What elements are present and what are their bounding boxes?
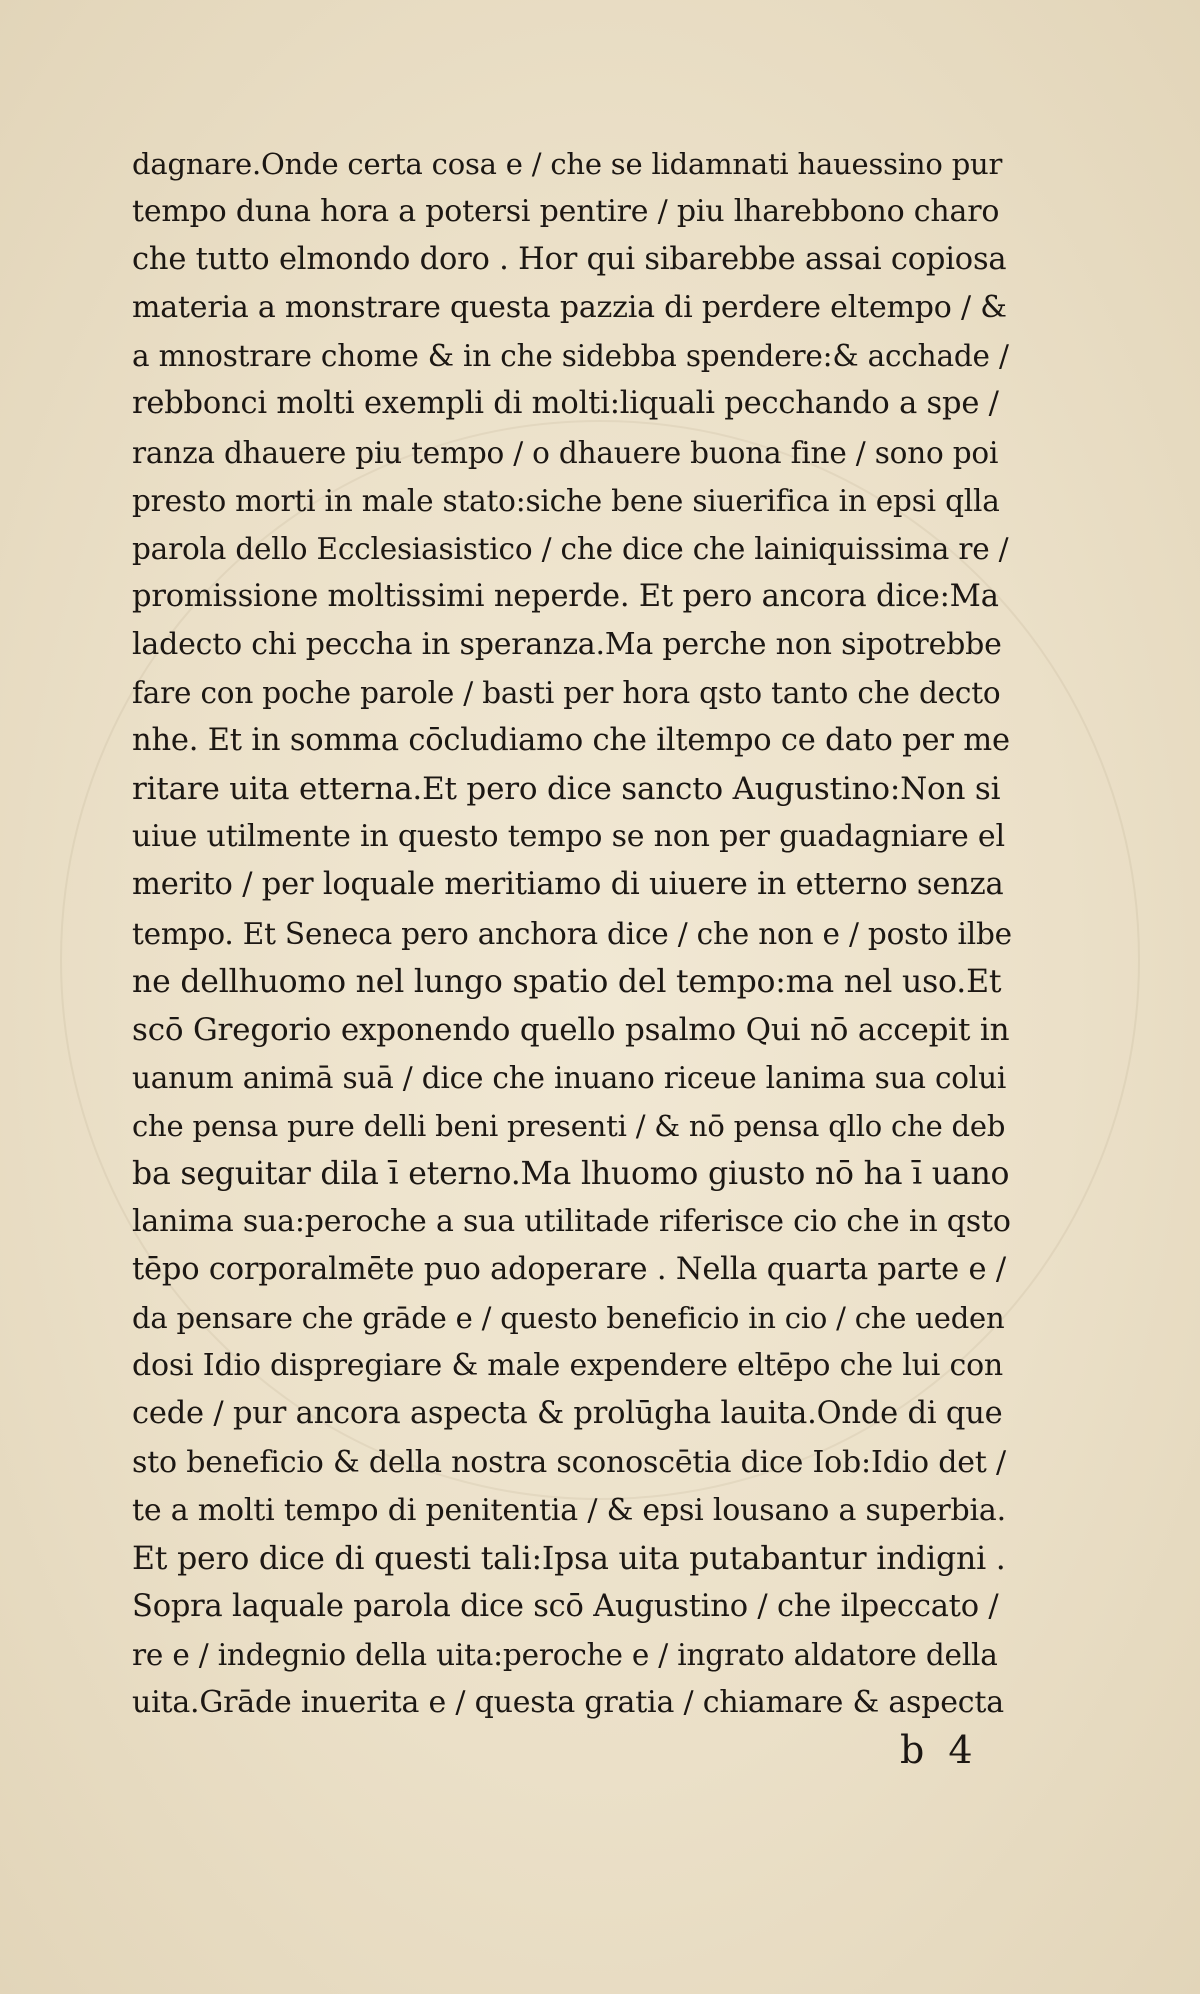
text-line: ritare uita etterna.Et pero dice sancto Augustino:Non si — [132, 771, 1001, 808]
text-line: ne dellhuomo nel lungo spatio del tempo:ma nel uso.Et — [132, 963, 1002, 1000]
text-line: nhe. Et in somma cōcludiamo che iltempo ce dato per me — [132, 723, 1010, 759]
text-line: a mnostrare chome & in che sidebba spendere:& acchade / — [132, 339, 1009, 374]
text-line: promissione moltissimi neperde. Et pero ancora dice:Ma — [132, 578, 999, 614]
signature-mark: b 4 — [900, 1728, 979, 1772]
text-line: Sopra laquale parola dice scō Augustino / che ilpeccato / — [132, 1588, 999, 1624]
text-line: dosi Idio dispregiare & male expendere eltēpo che lui con — [132, 1348, 1004, 1384]
text-line: sto beneficio & della nostra sconoscētia dice Iob:Idio det / — [132, 1444, 1006, 1480]
text-line: fare con poche parole / basti per hora qsto tanto che decto — [132, 676, 1001, 711]
text-line: scō Gregorio exponendo quello psalmo Qui nō accepit in — [132, 1011, 1010, 1048]
text-line: rebbonci molti exempli di molti:liquali pecchando a spe / — [132, 386, 999, 422]
text-line: tēpo corporalmēte puo adoperare . Nella quarta parte e / — [132, 1252, 1006, 1288]
text-line: da pensare che grāde e / questo beneficio in cio / che ueden — [132, 1301, 1005, 1336]
text-line: te a molti tempo di penitentia / & epsi lousano a superbia. — [132, 1492, 1006, 1528]
text-line: dagnare.Onde certa cosa e / che se lidamnati hauessino pur — [132, 147, 1003, 181]
text-line: Et pero dice di questi tali:Ipsa uita putabantur indigni . — [132, 1540, 1006, 1577]
text-line: che pensa pure delli beni presenti / & nō pensa qllo che deb — [132, 1108, 1006, 1143]
text-line: ladecto chi peccha in speranza.Ma perche non sipotrebbe — [132, 626, 1002, 662]
text-line: merito / per loquale meritiamo di uiuere in etterno senza — [132, 867, 1004, 903]
text-line: ba seguitar dila ī eterno.Ma lhuomo giusto nō ha ī uano — [132, 1155, 1010, 1192]
text-line: uiue utilmente in questo tempo se non per guadagniare el — [132, 819, 1005, 855]
text-line: uita.Grāde inuerita e / questa gratia / chiamare & aspecta — [132, 1685, 1004, 1720]
text-line: materia a monstrare questa pazzia di perdere eltempo / & — [132, 290, 1007, 326]
text-line: tempo duna hora a potersi pentire / piu lharebbono charo — [132, 194, 1000, 230]
text-line: che tutto elmondo doro . Hor qui sibarebbe assai copiosa — [132, 242, 1007, 278]
text-line: tempo. Et Seneca pero anchora dice / che non e / posto ilbe — [132, 916, 1012, 951]
text-line: ranza dhauere piu tempo / o dhauere buona fine / sono poi — [132, 435, 999, 470]
text-line: uanum animā suā / dice che inuano riceue lanima sua colui — [132, 1060, 1007, 1095]
body-text — [132, 140, 1012, 1727]
text-line: lanima sua:peroche a sua utilitade riferisce cio che in qsto — [132, 1204, 1011, 1240]
text-line: presto morti in male stato:siche bene siuerifica in epsi qlla — [132, 483, 1000, 518]
text-line: re e / indegnio della uita:peroche e / ingrato aldatore della — [132, 1637, 998, 1672]
text-line: cede / pur ancora aspecta & prolūgha lauita.Onde di que — [132, 1396, 1003, 1432]
text-line: parola dello Ecclesiasistico / che dice che lainiquissima re / — [132, 531, 1009, 566]
